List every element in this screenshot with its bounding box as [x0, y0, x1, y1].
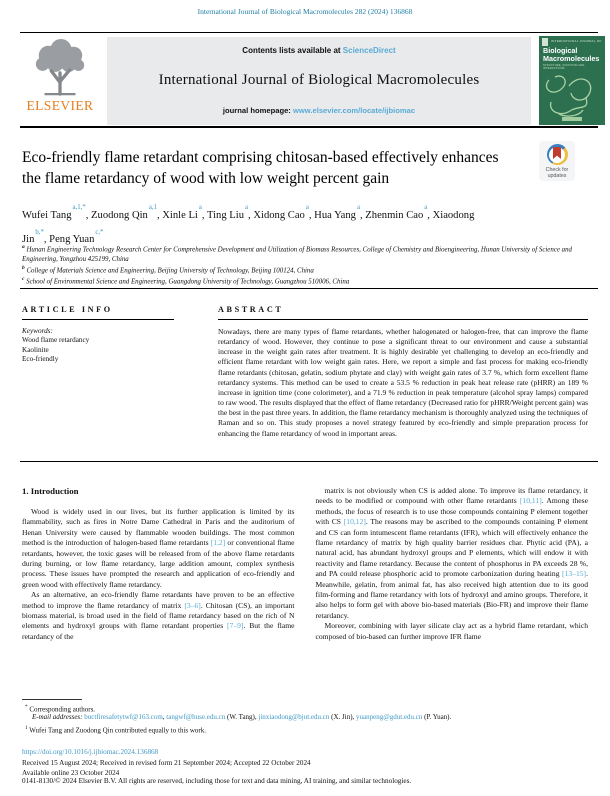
affiliation-text: School of Environmental Science and Engineering, Guangdong University of Technology, Guangzhou 510006, China: [26, 278, 350, 286]
body-columns: [22, 486, 588, 642]
author-affiliation-marker: a,1,*: [72, 204, 86, 211]
copyright-line: 0141-8130/© 2024 Elsevier B.V. All rights are reserved, including those for text and data mining, AI training, and similar technologies.: [22, 777, 412, 785]
author-name: Hua Yang: [314, 209, 356, 221]
text-segment: ,: [162, 713, 167, 721]
email-link[interactable]: tangwf@huse.edu.cn: [166, 713, 226, 721]
author: [162, 204, 208, 221]
homepage-link[interactable]: www.elsevier.com/locate/ijbiomac: [292, 106, 416, 115]
affiliation-item: [22, 243, 580, 264]
cover-art: [539, 68, 605, 120]
author-name: Xiaodong Jin: [22, 209, 475, 246]
author-affiliation-marker: b,*: [35, 228, 44, 236]
check-updates-icon: [547, 144, 568, 165]
journal-banner: [107, 37, 531, 125]
elsevier-tree-icon: [14, 39, 106, 97]
journal-cover-thumbnail[interactable]: [539, 36, 605, 125]
citation-link[interactable]: [7–9]: [227, 621, 244, 631]
keyword-item: Eco-friendly: [22, 355, 59, 364]
affiliations-list: [22, 243, 580, 287]
article-title: Eco-friendly flame retardant comprising chitosan-based effectively enhances the flame retardancy of wood with low weight percent gain: [22, 149, 499, 187]
body-paragraph: Wood is widely used in our lives, but its further application is limited by its flammability, such as fires in Notre Dame Cathedral in Paris and the auditorium of Henan University were caused by flammable wooden buildings. The most common method is the introduction of halogen-based flame retardants [1,2] or conventional flame retardants, however, the toxic gases will be released from of the above flame retardants during burning, or low flame retardancy, large addition amount, complex synthesis process. These issues have prompted the research and application of eco-friendly and green wood with effectively flame retardancy.: [22, 507, 295, 589]
divider-article-info: [22, 319, 174, 320]
author-name: Peng Yuan: [49, 234, 95, 246]
check-updates-badge[interactable]: [539, 141, 575, 181]
cover-logo-icon: [542, 38, 548, 46]
affiliation-marker: a: [22, 244, 25, 250]
affiliation-marker: c: [22, 276, 25, 283]
contents-prefix: Contents lists available at: [242, 46, 343, 55]
cover-title: Biological Macromolecules: [543, 46, 600, 63]
author-name: Xinle Li: [162, 209, 198, 221]
keywords-list: [22, 336, 182, 364]
cover-bottom-bar: [562, 117, 582, 121]
bookmark-icon: [553, 147, 561, 159]
abstract-heading: ABSTRACT: [218, 305, 284, 314]
section-heading-introduction: 1. Introduction: [22, 486, 79, 496]
body-paragraph: matrix is not obviously when CS is added alone. To improve its flame retardancy, it needs to be modified or compound with other flame retardants [10,11]. Among these methods, the focus of research is to use those compounds containing P element together with CS [10,12]. The reasons may be ascribed to the compounds containing P element and CS can form intumescent flame retardants (IFR), which will effectively enhance the flame retardancy of matrix by high quality barrier residues char. Phytic acid (PA), a natural acid, has abundant hydroxyl groups and P elements, which will endow it with reactivity and flame retardancy. Because the content of phosphorus in PA exceeds 28 %, and PA could release phosphoric acid to promote carbonization during heating [13–15]. Meanwhile, gelatin, from animal fat, has also received high attention due to its good film-forming and flame retardancy with lots of hydroxyl and amino groups. Therefore, it also helps to form gel with above bio-based materials (Bio-FR) and improve their flame retardancy.: [315, 486, 588, 620]
text-segment: E-mail addresses:: [32, 713, 85, 721]
elsevier-wordmark: ELSEVIER: [26, 98, 94, 113]
homepage-line: [223, 106, 415, 115]
keyword-item: Wood flame retardancy: [22, 336, 90, 345]
corresponding-text: Corresponding authors.: [29, 705, 96, 714]
text-segment: (X. Jin),: [329, 713, 357, 721]
author-separator: ,: [308, 209, 315, 221]
journal-citation-line: International Journal of Biological Macromolecules 282 (2024) 136868: [197, 7, 413, 16]
email-link[interactable]: jinxiaodong@bjut.edu.cn: [258, 713, 330, 721]
affiliation-text: College of Materials Science and Engineering, Beijing University of Technology, Beijing 100124, China: [26, 267, 314, 275]
cover-top-text: INTERNATIONAL JOURNAL OF: [551, 39, 602, 43]
author-affiliation-marker: a: [245, 204, 249, 211]
email-link[interactable]: buctfiresafetytwf@163.com: [84, 713, 163, 721]
divider-header: [20, 126, 598, 128]
equal-contribution-text: Wufei Tang and Zuodong Qin contributed equally to this work.: [29, 726, 207, 735]
author-affiliation-marker: a: [356, 204, 360, 211]
email-link[interactable]: yuanpeng@gdut.edu.cn: [356, 713, 423, 721]
homepage-label: journal homepage:: [222, 106, 293, 115]
citation-link[interactable]: [3–6]: [184, 600, 201, 610]
author-separator: ,: [427, 209, 433, 221]
equal-contribution-marker: 1: [25, 725, 28, 731]
cover-subtitle: STRUCTURE, FUNCTION AND INTERACTIONS: [543, 64, 585, 70]
intro-paragraphs-right: [316, 486, 589, 642]
doi-link[interactable]: https://doi.org/10.1016/j.ijbiomac.2024.136868: [22, 748, 159, 756]
affiliation-item: [22, 275, 580, 287]
author-name: Zuodong Qin: [91, 209, 148, 221]
author-affiliation-marker: a,1: [148, 204, 157, 211]
citation-link[interactable]: [10,11]: [519, 496, 542, 506]
text-segment: (W. Tang),: [225, 713, 259, 721]
author-affiliation-marker: a: [198, 204, 202, 211]
check-updates-label: Check for updates: [545, 166, 569, 179]
author-affiliation-marker: c,*: [95, 228, 104, 236]
email-addresses-line: [22, 713, 588, 723]
contents-line: [242, 46, 395, 55]
author: [22, 204, 92, 221]
body-column-right: [316, 486, 589, 642]
affiliation-text: Hunan Engineering Technology Research Center for Comprehensive Development and Utilization of Biomass Resources, College of Chemistry and Bioengineering, Hunan University of Science and Engineering, Yongzhou 425199, China: [22, 246, 572, 263]
author-separator: ,: [360, 209, 366, 221]
author: [314, 204, 366, 221]
body-paragraph: As an alternative, an eco-friendly flame retardants have proven to be an effective method to improve the flame retardancy of matrix [3–6]. Chitosan (CS), an important biomass material, is broad used in the field of flame retardancy based on the rich of N elements and hydroxyl groups with flame retardant properties [7–9]. But the flame retardancy of the: [22, 590, 295, 641]
author-separator: ,: [201, 209, 208, 221]
affiliation-marker: b: [22, 264, 25, 271]
citation-link[interactable]: [13–15]: [562, 569, 587, 579]
body-paragraph: Moreover, combining with layer silicate clay act as a hybrid flame retardant, which composed of bio-based can further improve IFR flame: [315, 621, 588, 641]
author: [253, 204, 315, 221]
sciencedirect-link[interactable]: ScienceDirect: [342, 46, 396, 55]
author-separator: ,: [156, 209, 163, 221]
journal-title: International Journal of Biological Macromolecules: [158, 72, 480, 88]
received-dates: Received 15 August 2024; Received in revised form 21 September 2024; Accepted 22 October 2024: [22, 759, 311, 767]
divider-body: [20, 461, 598, 462]
author: [91, 204, 163, 221]
author-name: Xidong Cao: [253, 209, 305, 221]
author-name: Wufei Tang: [22, 209, 72, 221]
author-affiliation-marker: a: [424, 204, 428, 211]
available-online: Available online 23 October 2024: [22, 769, 120, 777]
author: [365, 204, 433, 221]
divider-affiliations: [20, 288, 598, 289]
author-name: Zhenmin Cao: [365, 209, 424, 221]
author-separator: ,: [43, 234, 50, 246]
corresponding-marker: *: [25, 704, 28, 710]
elsevier-logo[interactable]: [14, 39, 106, 125]
citation-link[interactable]: [10,12]: [343, 517, 366, 527]
abstract-text: Nowadays, there are many types of flame retardants, whether halogenated or halogen-free, that can improve the flame retardancy of wood. However, they continue to pose a significant threat to our environment and cause a substantial increase in the weight gain rates after treatment. It is highly desirable yet challenging to develop an eco-friendly and efficient flame retardant with low weight gain rates. Here, we report a simple and fast process for making eco-friendly flame retardants (chitosan, gelatin, sodium phytate and clay) with weight gain rates of 3.7 %, which form excellent flame retardancy systems. This method can be used to create a 53.5 % reduction in peak heat release rate (pHRR) an 189 % increase in ignition time (cone colorimeter), and a 71.9 % reduction in peak temperature (alcohol spray lamps) compared to raw wood. The results displayed that the effect of flame retardancy (Decreased ratio for pHRR/Weight percent gain) was the best in the past three years. In addition, the flame retardancy mechanism is thoroughly analyzed using the techniques of Raman and so on. This study proposes a novel strategy featured by eco-friendly and simple preparation process for enhancing the flame retardancy of wood in important areas.: [218, 327, 588, 438]
intro-paragraphs-left: [22, 507, 295, 642]
divider-abstract: [218, 319, 588, 320]
equal-contribution-note: [22, 724, 588, 736]
keywords-block: [22, 327, 182, 365]
keyword-item: Kaolinite: [22, 345, 49, 354]
author-separator: ,: [248, 209, 254, 221]
author: [207, 204, 254, 221]
divider-top: [20, 32, 598, 33]
citation-link[interactable]: [1,2]: [210, 538, 226, 548]
footnote-divider: [22, 699, 82, 700]
author-name: Ting Liu: [207, 209, 245, 221]
article-info-heading: ARTICLE INFO: [22, 305, 113, 314]
text-segment: (P. Yuan).: [422, 713, 452, 721]
author-separator: ,: [85, 209, 92, 221]
author-affiliation-marker: a: [305, 204, 309, 211]
body-column-left: [22, 486, 295, 642]
affiliation-item: [22, 264, 580, 276]
keywords-label: Keywords:: [22, 327, 53, 335]
